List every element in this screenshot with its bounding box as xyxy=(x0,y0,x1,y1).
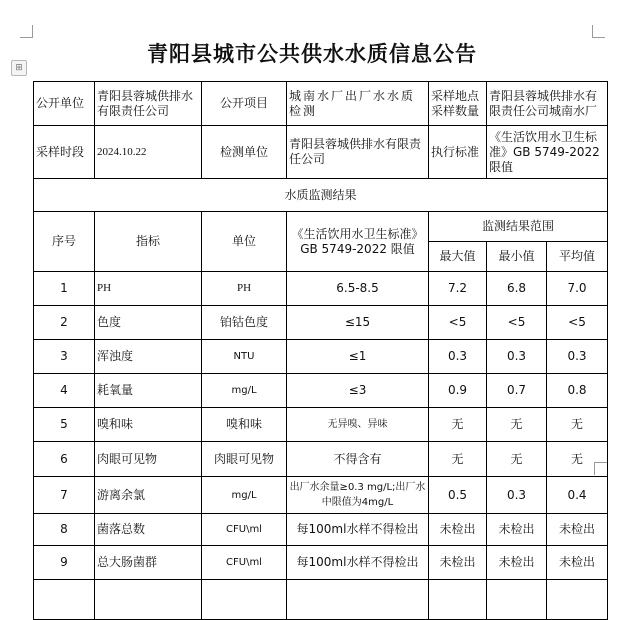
publisher-value: 青阳县蓉城供排水有限责任公司 xyxy=(95,82,202,126)
table-row xyxy=(34,306,608,340)
row-min: 0.7 xyxy=(487,374,547,408)
row-max: 无 xyxy=(429,442,487,477)
page-title: 青阳县城市公共供水水质信息公告 xyxy=(147,42,477,66)
header-unit: 单位 xyxy=(202,212,287,272)
crop-mark-top-left xyxy=(20,25,33,38)
row-limit: 无异嗅、异味 xyxy=(287,408,429,442)
row-indicator: 菌落总数 xyxy=(95,514,202,546)
table-row xyxy=(34,514,608,546)
results-title: 水质监测结果 xyxy=(34,179,608,212)
publisher-label: 公开单位 xyxy=(34,82,95,126)
row-avg: 0.8 xyxy=(547,374,608,408)
header-limit: 《生活饮用水卫生标准》GB 5749-2022 限值 xyxy=(287,212,429,272)
row-unit: NTU xyxy=(202,340,287,374)
row-no: 6 xyxy=(34,442,95,477)
row-unit: 肉眼可见物 xyxy=(202,442,287,477)
header-no: 序号 xyxy=(34,212,95,272)
row-indicator: 耗氧量 xyxy=(95,374,202,408)
row-max: 0.3 xyxy=(429,340,487,374)
sample-value: 青阳县蓉城供排水有限责任公司城南水厂 xyxy=(487,82,608,126)
row-no: 1 xyxy=(34,272,95,306)
row-limit: 每100ml水样不得检出 xyxy=(287,546,429,580)
row-indicator: 总大肠菌群 xyxy=(95,546,202,580)
row-min: 6.8 xyxy=(487,272,547,306)
empty-cell xyxy=(429,580,487,620)
row-no: 8 xyxy=(34,514,95,546)
crop-mark-top-right xyxy=(592,25,605,38)
table-row xyxy=(34,272,608,306)
header-indicator: 指标 xyxy=(95,212,202,272)
row-limit: 不得含有 xyxy=(287,442,429,477)
row-unit: CFU\ml xyxy=(202,514,287,546)
results-title-row xyxy=(34,179,608,212)
empty-cell xyxy=(34,580,95,620)
row-max: 未检出 xyxy=(429,514,487,546)
row-unit: mg/L xyxy=(202,374,287,408)
row-no: 5 xyxy=(34,408,95,442)
row-unit: 铂钴色度 xyxy=(202,306,287,340)
row-avg: 0.4 xyxy=(547,477,608,514)
row-avg: 未检出 xyxy=(547,546,608,580)
row-indicator: 色度 xyxy=(95,306,202,340)
row-indicator: 游离余氯 xyxy=(95,477,202,514)
row-min: <5 xyxy=(487,306,547,340)
row-limit: 每100ml水样不得检出 xyxy=(287,514,429,546)
row-limit: ≤3 xyxy=(287,374,429,408)
standard-value: 《生活饮用水卫生标准》GB 5749-2022 限值 xyxy=(487,126,608,179)
empty-cell xyxy=(487,580,547,620)
row-min: 无 xyxy=(487,408,547,442)
row-unit: PH xyxy=(202,272,287,306)
row-avg: <5 xyxy=(547,306,608,340)
row-no: 4 xyxy=(34,374,95,408)
row-min: 0.3 xyxy=(487,477,547,514)
row-indicator: 浑浊度 xyxy=(95,340,202,374)
time-value: 2024.10.22 xyxy=(95,126,202,179)
row-no: 7 xyxy=(34,477,95,514)
row-unit: mg/L xyxy=(202,477,287,514)
row-avg: 未检出 xyxy=(547,514,608,546)
row-unit: 嗅和味 xyxy=(202,408,287,442)
unit-value: 青阳县蓉城供排水有限责任公司 xyxy=(287,126,429,179)
empty-cell xyxy=(287,580,429,620)
table-row xyxy=(34,442,608,477)
row-max: 0.5 xyxy=(429,477,487,514)
row-limit: ≤15 xyxy=(287,306,429,340)
empty-cell xyxy=(202,580,287,620)
header-row-1 xyxy=(34,212,608,242)
unit-label: 检测单位 xyxy=(202,126,287,179)
row-no: 2 xyxy=(34,306,95,340)
header-avg: 平均值 xyxy=(547,242,608,272)
info-row-2 xyxy=(34,126,608,179)
header-min: 最小值 xyxy=(487,242,547,272)
row-avg: 无 xyxy=(547,442,608,477)
empty-cell xyxy=(95,580,202,620)
row-unit: CFU\ml xyxy=(202,546,287,580)
row-max: 0.9 xyxy=(429,374,487,408)
standard-label: 执行标准 xyxy=(429,126,487,179)
row-max: 无 xyxy=(429,408,487,442)
sample-label: 采样地点采样数量 xyxy=(429,82,487,126)
row-limit: ≤1 xyxy=(287,340,429,374)
table-row xyxy=(34,374,608,408)
row-avg: 0.3 xyxy=(547,340,608,374)
table-row xyxy=(34,477,608,514)
empty-cell xyxy=(547,580,608,620)
row-limit: 6.5-8.5 xyxy=(287,272,429,306)
row-max: <5 xyxy=(429,306,487,340)
water-quality-table xyxy=(33,81,608,620)
row-no: 3 xyxy=(34,340,95,374)
row-indicator: PH xyxy=(95,272,202,306)
time-label: 采样时段 xyxy=(34,126,95,179)
project-label: 公开项目 xyxy=(202,82,287,126)
row-max: 未检出 xyxy=(429,546,487,580)
row-min: 未检出 xyxy=(487,514,547,546)
row-min: 0.3 xyxy=(487,340,547,374)
table-row xyxy=(34,408,608,442)
table-row xyxy=(34,546,608,580)
table-row-empty xyxy=(34,580,608,620)
row-indicator: 肉眼可见物 xyxy=(95,442,202,477)
table-move-handle-icon[interactable]: ⊞ xyxy=(11,60,27,76)
header-max: 最大值 xyxy=(429,242,487,272)
row-min: 未检出 xyxy=(487,546,547,580)
row-avg: 7.0 xyxy=(547,272,608,306)
row-limit: 出厂水余量≥0.3 mg/L;出厂水中限值为4mg/L xyxy=(287,477,429,514)
row-min: 无 xyxy=(487,442,547,477)
row-indicator: 嗅和味 xyxy=(95,408,202,442)
row-avg: 无 xyxy=(547,408,608,442)
header-range: 监测结果范围 xyxy=(429,212,608,242)
project-value: 城南水厂出厂水水质检测 xyxy=(287,82,429,126)
info-row-1 xyxy=(34,82,608,126)
table-row xyxy=(34,340,608,374)
row-no: 9 xyxy=(34,546,95,580)
row-max: 7.2 xyxy=(429,272,487,306)
